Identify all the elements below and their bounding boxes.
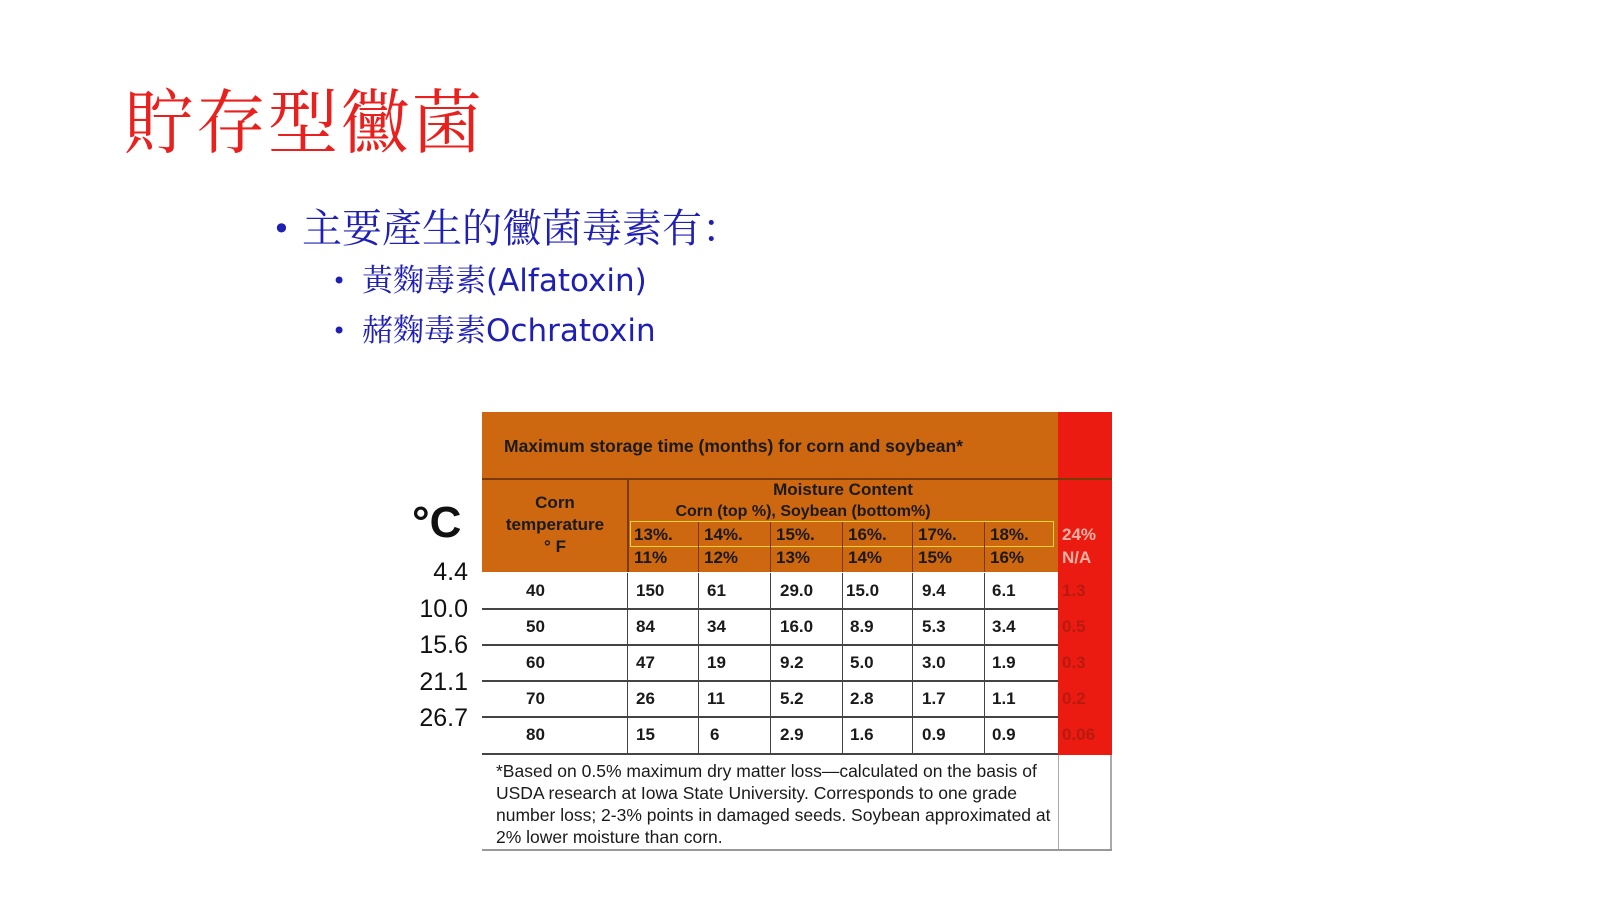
corn-header-line: Corn	[535, 493, 575, 512]
corn-pct: 14%.	[704, 525, 743, 544]
header-divider	[984, 522, 985, 572]
corn-temperature-header	[482, 492, 628, 558]
cell: 5.2	[780, 689, 804, 708]
bullet-sub-aflatoxin: • 黃麴毒素(Alfatoxin)	[332, 256, 742, 306]
cell: 47	[636, 653, 655, 672]
table-footnote: *Based on 0.5% maximum dry matter loss—calculated on the basis of USDA research at Iowa State University. Corresponds to one grade number loss; 2-3% points in damaged seeds. Soybean approximated at 2% lower moisture than corn.	[496, 761, 1051, 847]
temp-f: 60	[526, 653, 545, 672]
header-divider	[698, 522, 699, 572]
cell: 19	[707, 653, 726, 672]
cell-24pct: 0.5	[1062, 617, 1086, 636]
celsius-value: 4.4	[433, 558, 468, 586]
cell: 6	[710, 725, 720, 744]
cell: 6.1	[992, 581, 1016, 600]
corn-pct: 16%.	[848, 525, 887, 544]
table-row	[482, 609, 1086, 645]
soy-pct: 11%	[634, 548, 668, 567]
cell: 150	[636, 581, 665, 600]
soy-pct: 13%	[776, 548, 811, 567]
bullet-sub-ochratoxin: • 赭麴毒素Ochratoxin	[332, 306, 742, 356]
celsius-header: °C	[412, 498, 462, 547]
corn-pct: 17%.	[918, 525, 957, 544]
temp-f: 70	[526, 689, 545, 708]
cell: 1.1	[992, 689, 1016, 708]
cell: 2.9	[780, 725, 804, 744]
cell: 61	[707, 581, 726, 600]
cell: 2.8	[850, 689, 874, 708]
celsius-value: 10.0	[419, 595, 468, 623]
cell: 1.7	[922, 689, 946, 708]
celsius-value: 26.7	[419, 704, 468, 732]
table-row	[482, 645, 1086, 681]
cell: 11	[707, 689, 725, 708]
header-divider	[842, 522, 843, 572]
table-row	[482, 717, 1096, 753]
cell: 3.4	[992, 617, 1016, 636]
cell: 1.6	[850, 725, 874, 744]
storage-time-table	[482, 412, 1112, 851]
header-divider	[912, 522, 913, 572]
celsius-value: 15.6	[419, 631, 468, 659]
soy-pct: N/A	[1062, 548, 1092, 567]
corn-header-line: ° F	[544, 537, 566, 556]
temp-f: 40	[526, 581, 545, 600]
table-row	[482, 681, 1086, 717]
cell-24pct: 0.3	[1062, 653, 1086, 672]
moisture-subheader: Corn (top %), Soybean (bottom%)	[675, 503, 931, 520]
cell-24pct: 0.2	[1062, 689, 1086, 708]
corn-pct: 13%.	[634, 525, 673, 544]
cell: 26	[636, 689, 655, 708]
row-divider	[482, 753, 1058, 755]
moisture-content-header: Moisture Content	[773, 480, 913, 499]
cell: 0.9	[922, 725, 946, 744]
corn-pct: 18%.	[990, 525, 1029, 544]
cell: 9.4	[922, 581, 946, 600]
cell: 15	[636, 725, 655, 744]
table-row	[482, 573, 1086, 609]
temp-f: 80	[526, 725, 545, 744]
cell: 29.0	[780, 581, 814, 600]
celsius-value: 21.1	[419, 668, 468, 696]
cell: 0.9	[992, 725, 1016, 744]
corn-pct: 24%	[1062, 525, 1097, 544]
temp-f: 50	[526, 617, 545, 636]
cell: 8.9	[850, 617, 874, 636]
cell: 3.0	[922, 653, 946, 672]
header-divider	[770, 522, 771, 572]
cell: 16.0	[780, 617, 814, 636]
footnote-side-cell	[1058, 755, 1112, 849]
cell: 5.3	[922, 617, 946, 636]
cell: 1.9	[992, 653, 1016, 672]
soy-pct: 12%	[704, 548, 739, 567]
soy-pct: 16%	[990, 548, 1025, 567]
corn-pct: 15%.	[776, 525, 815, 544]
table-title: Maximum storage time (months) for corn and soybean*	[504, 436, 963, 456]
bullet-list	[272, 202, 742, 356]
bullet-main: • 主要產生的黴菌毒素有：	[272, 202, 742, 256]
corn-header-line: temperature	[505, 515, 605, 534]
cell: 34	[707, 617, 726, 636]
soy-pct: 14%	[848, 548, 883, 567]
cell: 84	[636, 617, 655, 636]
cell-24pct: 1.3	[1062, 581, 1086, 600]
slide-title: 貯存型黴菌	[124, 82, 484, 164]
soy-pct: 15%	[918, 548, 953, 567]
cell: 15.0	[846, 581, 880, 600]
cell: 9.2	[780, 653, 804, 672]
cell-24pct: 0.06	[1062, 725, 1096, 744]
cell: 5.0	[850, 653, 874, 672]
